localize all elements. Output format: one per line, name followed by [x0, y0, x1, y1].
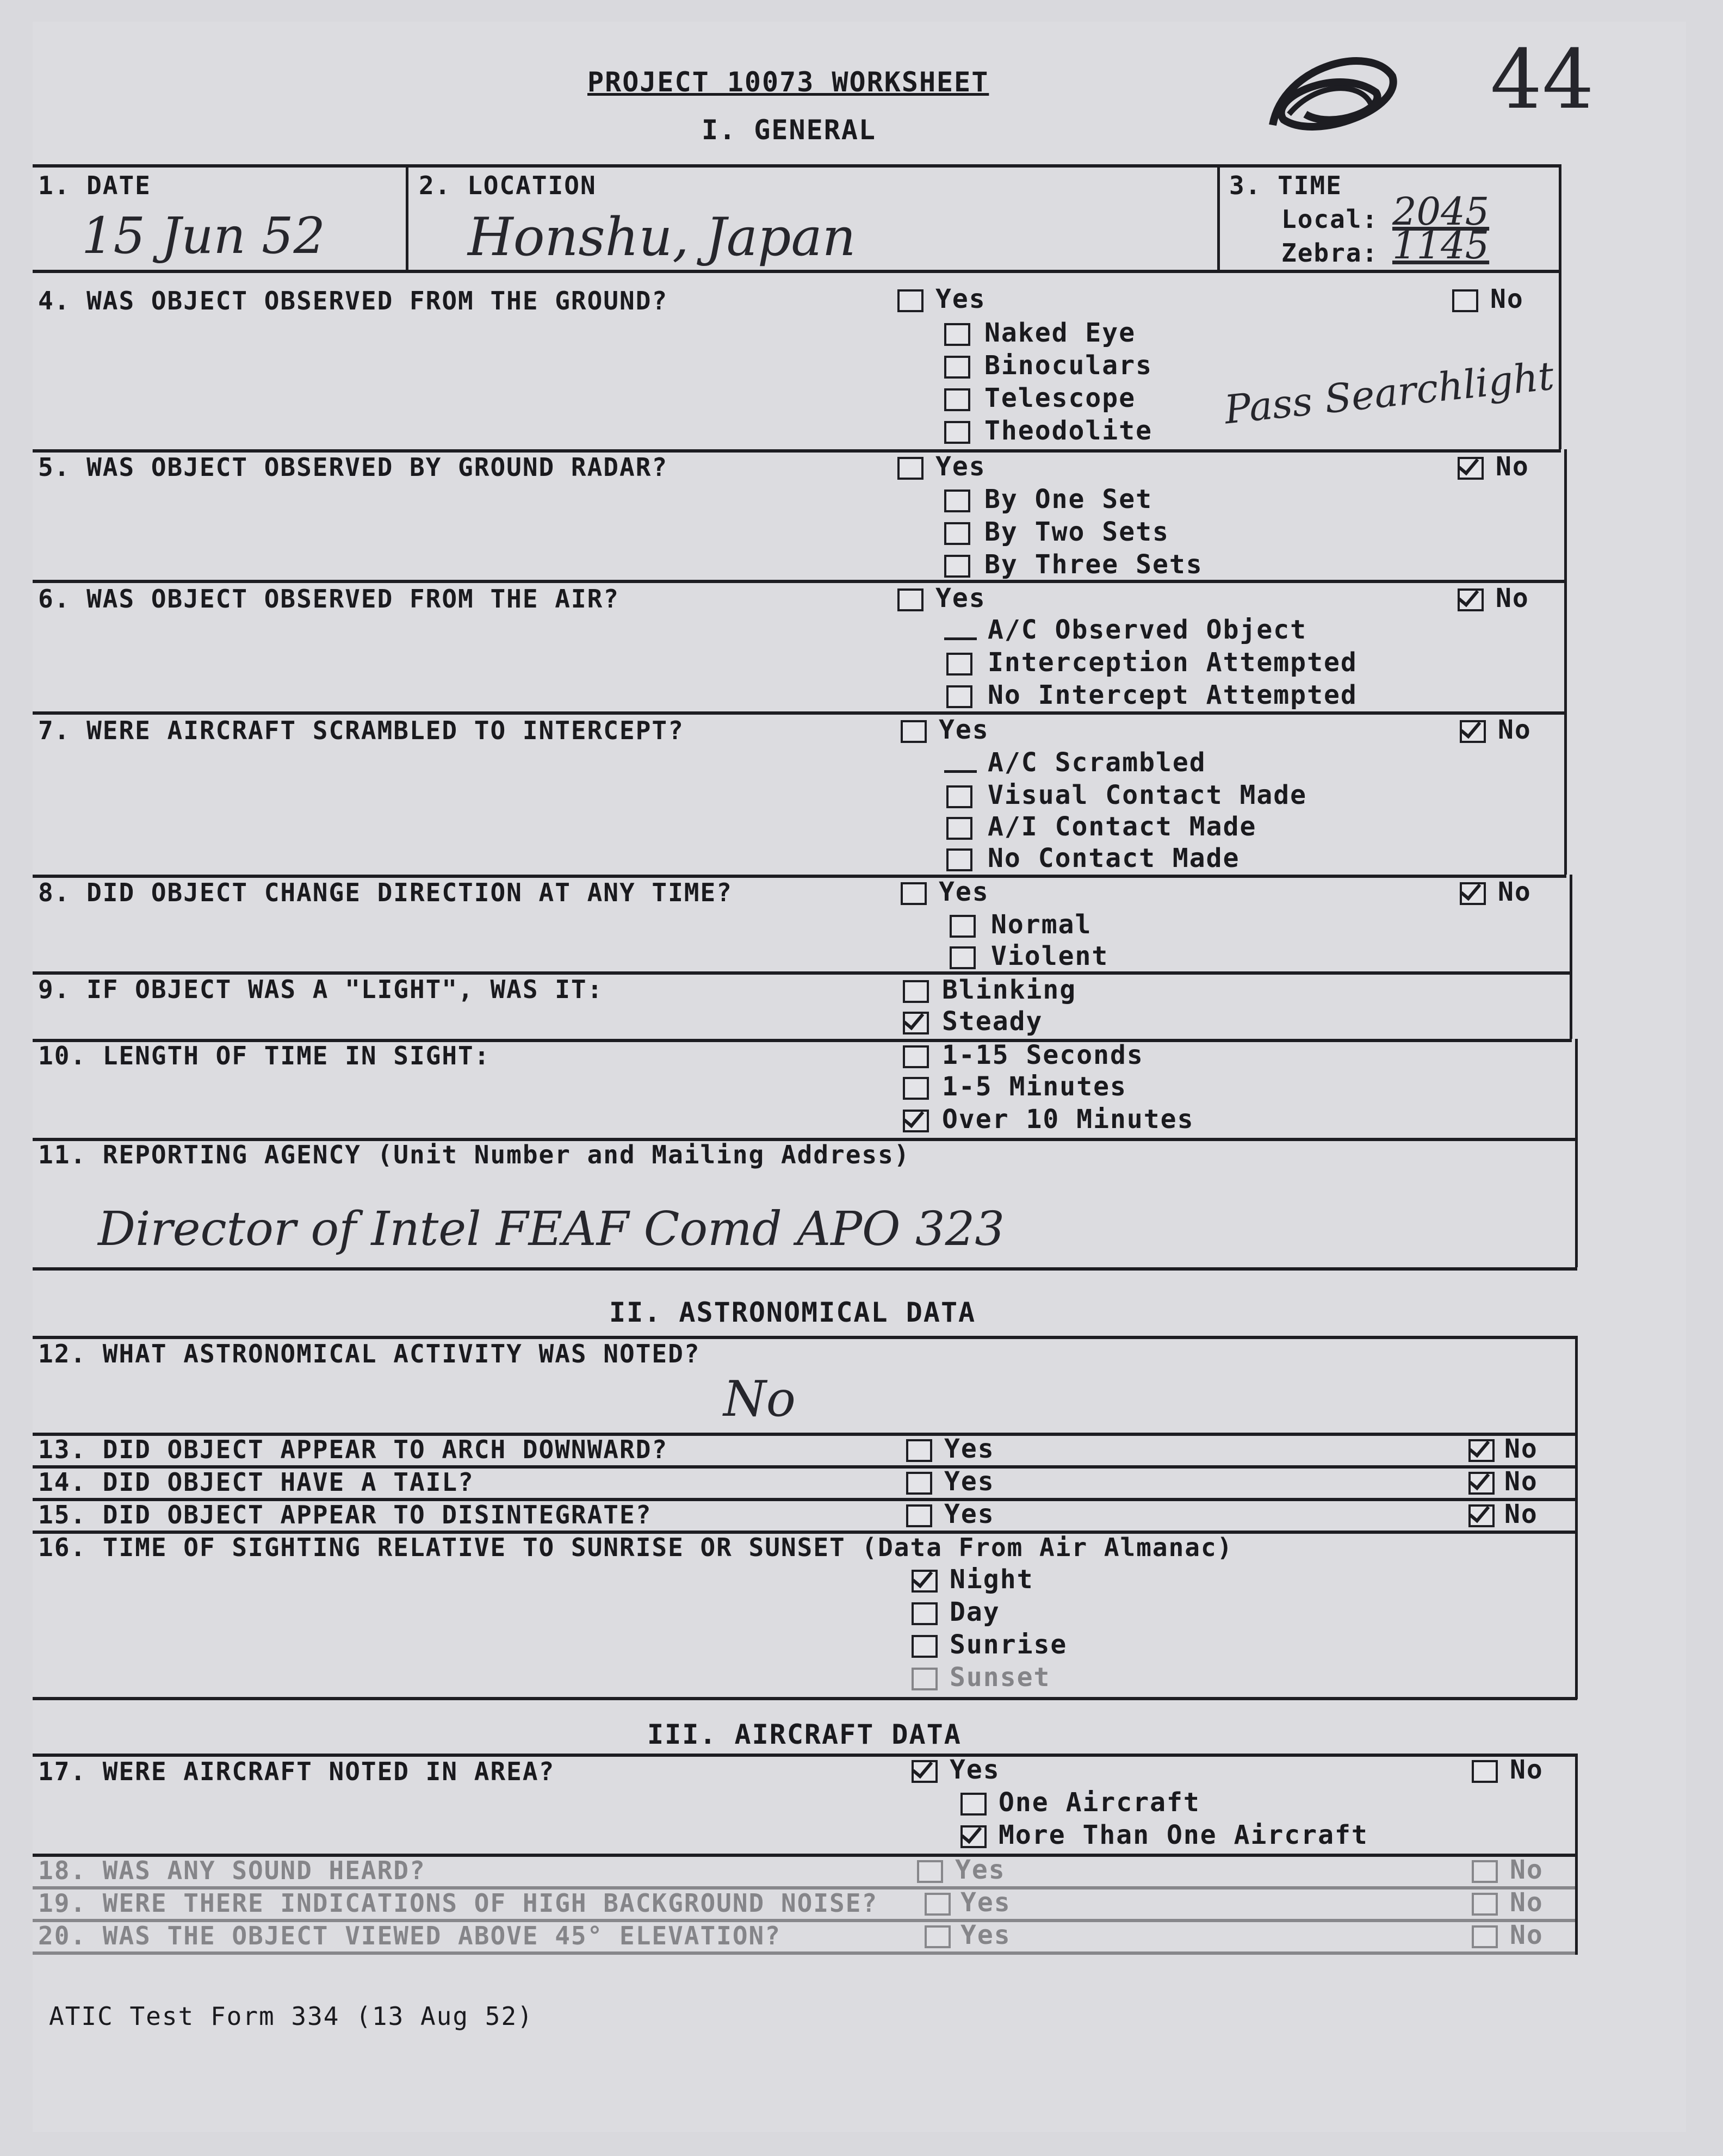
q18-label: 18. WAS ANY SOUND HEARD? — [38, 1856, 426, 1885]
q5-yes-checkbox[interactable] — [897, 457, 924, 480]
q10-over-10-minutes-label: Over 10 Minutes — [942, 1104, 1194, 1135]
local-label: Local: — [1281, 205, 1379, 234]
q17-more-aircraft-label: More Than One Aircraft — [999, 1820, 1368, 1850]
q5-three-sets-checkbox[interactable] — [944, 555, 970, 578]
q10-over-10-minutes-checkbox[interactable] — [903, 1110, 929, 1132]
q20-label: 20. WAS THE OBJECT VIEWED ABOVE 45° ELEVATION? — [38, 1921, 781, 1950]
scribble-mark — [1251, 33, 1447, 163]
date-label: 1. DATE — [38, 171, 151, 200]
q13-yes-checkbox[interactable] — [906, 1439, 932, 1462]
q5-two-sets-checkbox[interactable] — [944, 522, 970, 545]
q7-no-contact-label: No Contact Made — [988, 843, 1240, 873]
q19-yes-label: Yes — [960, 1887, 1011, 1918]
q19-label: 19. WERE THERE INDICATIONS OF HIGH BACKGROUND NOISE? — [38, 1888, 878, 1918]
q7-no-contact-checkbox[interactable] — [946, 848, 972, 871]
q14-no-checkbox[interactable] — [1468, 1472, 1495, 1495]
q7-ai-contact-label: A/I Contact Made — [988, 811, 1257, 842]
q9-label: 9. IF OBJECT WAS A "LIGHT", WAS IT: — [38, 975, 604, 1004]
q14-yes-checkbox[interactable] — [906, 1472, 932, 1495]
location-value[interactable]: Honshu, Japan — [468, 207, 856, 268]
zebra-time-value[interactable]: 1145 — [1392, 223, 1490, 268]
worksheet-page — [33, 22, 1686, 2132]
q8-no-label: No — [1498, 877, 1532, 907]
q16-sunrise-label: Sunrise — [950, 1630, 1068, 1660]
q8-yes-checkbox[interactable] — [901, 882, 927, 905]
q6-ac-observed-blank[interactable] — [944, 637, 977, 640]
q4-handwritten-note: Pass Searchlight — [1222, 352, 1557, 433]
q10-1-15-seconds-checkbox[interactable] — [903, 1045, 929, 1068]
q19-no-checkbox[interactable] — [1472, 1893, 1498, 1916]
q16-sunset-checkbox[interactable] — [912, 1668, 938, 1690]
q5-one-set-label: By One Set — [984, 484, 1152, 515]
q14-no-label: No — [1504, 1466, 1538, 1497]
q13-no-label: No — [1504, 1434, 1538, 1464]
q10-1-5-minutes-checkbox[interactable] — [903, 1077, 929, 1100]
q4-yes-checkbox[interactable] — [897, 289, 924, 312]
q15-yes-label: Yes — [944, 1499, 995, 1529]
q5-yes-label: Yes — [935, 451, 986, 482]
q13-label: 13. DID OBJECT APPEAR TO ARCH DOWNWARD? — [38, 1435, 668, 1464]
q17-label: 17. WERE AIRCRAFT NOTED IN AREA? — [38, 1757, 555, 1786]
q7-label: 7. WERE AIRCRAFT SCRAMBLED TO INTERCEPT? — [38, 716, 684, 745]
form-footer: ATIC Test Form 334 (13 Aug 52) — [49, 2002, 534, 2031]
zebra-label: Zebra: — [1281, 238, 1379, 268]
form-title: PROJECT 10073 WORKSHEET — [587, 66, 989, 98]
q16-sunrise-checkbox[interactable] — [912, 1635, 938, 1658]
q6-ac-observed-label: A/C Observed Object — [988, 615, 1307, 645]
q14-label: 14. DID OBJECT HAVE A TAIL? — [38, 1467, 474, 1497]
q16-night-checkbox[interactable] — [912, 1570, 938, 1593]
q13-no-checkbox[interactable] — [1468, 1439, 1495, 1462]
date-value[interactable]: 15 Jun 52 — [82, 207, 326, 265]
q4-telescope-checkbox[interactable] — [944, 388, 970, 411]
section-general-heading: I. GENERAL — [702, 114, 877, 146]
q5-two-sets-label: By Two Sets — [984, 517, 1169, 547]
q17-no-label: No — [1510, 1755, 1544, 1785]
q5-label: 5. WAS OBJECT OBSERVED BY GROUND RADAR? — [38, 453, 668, 482]
q11-label: 11. REPORTING AGENCY (Unit Number and Mailing Address) — [38, 1140, 910, 1169]
q8-normal-label: Normal — [991, 909, 1092, 940]
q16-sunset-label: Sunset — [950, 1662, 1051, 1693]
q8-violent-label: Violent — [991, 941, 1109, 971]
q19-yes-checkbox[interactable] — [925, 1893, 951, 1916]
q20-no-checkbox[interactable] — [1472, 1925, 1498, 1948]
q19-no-label: No — [1510, 1887, 1544, 1918]
q18-yes-checkbox[interactable] — [917, 1860, 943, 1883]
q5-one-set-checkbox[interactable] — [944, 490, 970, 512]
q4-theodolite-label: Theodolite — [984, 416, 1152, 446]
q4-theodolite-checkbox[interactable] — [944, 421, 970, 444]
q16-night-label: Night — [950, 1564, 1034, 1595]
q18-yes-label: Yes — [955, 1855, 1006, 1885]
q8-yes-label: Yes — [939, 877, 989, 907]
q16-day-label: Day — [950, 1597, 1000, 1627]
q14-yes-label: Yes — [944, 1466, 995, 1497]
q7-no-label: No — [1498, 715, 1532, 745]
q9-steady-label: Steady — [942, 1006, 1043, 1037]
q18-no-label: No — [1510, 1855, 1544, 1885]
time-label: 3. TIME — [1229, 171, 1342, 200]
q7-ai-contact-checkbox[interactable] — [946, 817, 972, 840]
q16-day-checkbox[interactable] — [912, 1602, 938, 1625]
location-label: 2. LOCATION — [419, 171, 597, 200]
q7-yes-checkbox[interactable] — [901, 720, 927, 743]
q7-no-checkbox[interactable] — [1460, 720, 1486, 743]
q6-no-intercept-label: No Intercept Attempted — [988, 680, 1358, 710]
q5-no-label: No — [1496, 451, 1529, 482]
q4-binoculars-label: Binoculars — [984, 350, 1152, 381]
q15-yes-checkbox[interactable] — [906, 1504, 932, 1527]
local-time-value[interactable]: 2045 — [1392, 189, 1490, 234]
q7-visual-contact-label: Visual Contact Made — [988, 780, 1307, 810]
q5-three-sets-label: By Three Sets — [984, 549, 1203, 580]
q7-visual-contact-checkbox[interactable] — [946, 785, 972, 808]
q6-no-checkbox[interactable] — [1458, 588, 1484, 611]
section-aircraft-heading: III. AIRCRAFT DATA — [647, 1719, 962, 1750]
q6-interception-attempted-label: Interception Attempted — [988, 647, 1358, 678]
q6-yes-checkbox[interactable] — [897, 588, 924, 611]
q20-yes-label: Yes — [960, 1920, 1011, 1950]
q20-yes-checkbox[interactable] — [925, 1925, 951, 1948]
q15-no-label: No — [1504, 1499, 1538, 1529]
q4-telescope-label: Telescope — [984, 383, 1136, 413]
q4-label: 4. WAS OBJECT OBSERVED FROM THE GROUND? — [38, 286, 668, 315]
q17-no-checkbox[interactable] — [1472, 1760, 1498, 1783]
q17-yes-label: Yes — [950, 1755, 1000, 1785]
q6-label: 6. WAS OBJECT OBSERVED FROM THE AIR? — [38, 584, 619, 614]
q8-normal-checkbox[interactable] — [950, 915, 976, 938]
q4-naked-eye-label: Naked Eye — [984, 318, 1136, 348]
q20-no-label: No — [1510, 1920, 1544, 1950]
q15-label: 15. DID OBJECT APPEAR TO DISINTEGRATE? — [38, 1500, 652, 1529]
q9-blinking-label: Blinking — [942, 975, 1077, 1005]
q4-no-checkbox[interactable] — [1452, 289, 1478, 312]
q6-yes-label: Yes — [935, 583, 986, 614]
q17-one-aircraft-checkbox[interactable] — [960, 1793, 987, 1816]
q4-yes-label: Yes — [935, 284, 986, 314]
q6-no-label: No — [1496, 583, 1529, 614]
q12-label: 12. WHAT ASTRONOMICAL ACTIVITY WAS NOTED? — [38, 1339, 701, 1368]
q8-violent-checkbox[interactable] — [950, 946, 976, 969]
q10-1-15-seconds-label: 1-15 Seconds — [942, 1040, 1144, 1070]
q17-more-aircraft-checkbox[interactable] — [960, 1825, 987, 1848]
q10-label: 10. LENGTH OF TIME IN SIGHT: — [38, 1041, 491, 1070]
q13-yes-label: Yes — [944, 1434, 995, 1464]
q8-no-checkbox[interactable] — [1460, 882, 1486, 905]
q12-astronomical-activity-value[interactable]: No — [723, 1371, 796, 1428]
q6-interception-attempted-checkbox[interactable] — [946, 653, 972, 676]
q7-ac-scrambled-label: A/C Scrambled — [988, 747, 1206, 778]
q9-steady-checkbox[interactable] — [903, 1012, 929, 1034]
q10-1-5-minutes-label: 1-5 Minutes — [942, 1071, 1127, 1102]
q15-no-checkbox[interactable] — [1468, 1504, 1495, 1527]
q6-no-intercept-checkbox[interactable] — [946, 685, 972, 708]
q7-yes-label: Yes — [939, 715, 989, 745]
section-astronomical-heading: II. ASTRONOMICAL DATA — [609, 1297, 976, 1328]
q16-label: 16. TIME OF SIGHTING RELATIVE TO SUNRISE OR SUNSET (Data From Air Almanac) — [38, 1533, 1234, 1562]
q17-one-aircraft-label: One Aircraft — [999, 1787, 1200, 1818]
q8-label: 8. DID OBJECT CHANGE DIRECTION AT ANY TIME? — [38, 878, 733, 907]
q7-ac-scrambled-blank[interactable] — [944, 770, 977, 773]
page-mark: 44 — [1490, 33, 1594, 127]
q18-no-checkbox[interactable] — [1472, 1860, 1498, 1883]
q4-naked-eye-checkbox[interactable] — [944, 323, 970, 346]
q4-no-label: No — [1490, 284, 1524, 314]
q9-blinking-checkbox[interactable] — [903, 980, 929, 1003]
q11-reporting-agency-value[interactable]: Director of Intel FEAF Comd APO 323 — [98, 1202, 1005, 1256]
q4-binoculars-checkbox[interactable] — [944, 356, 970, 379]
q5-no-checkbox[interactable] — [1458, 457, 1484, 480]
q17-yes-checkbox[interactable] — [912, 1760, 938, 1783]
